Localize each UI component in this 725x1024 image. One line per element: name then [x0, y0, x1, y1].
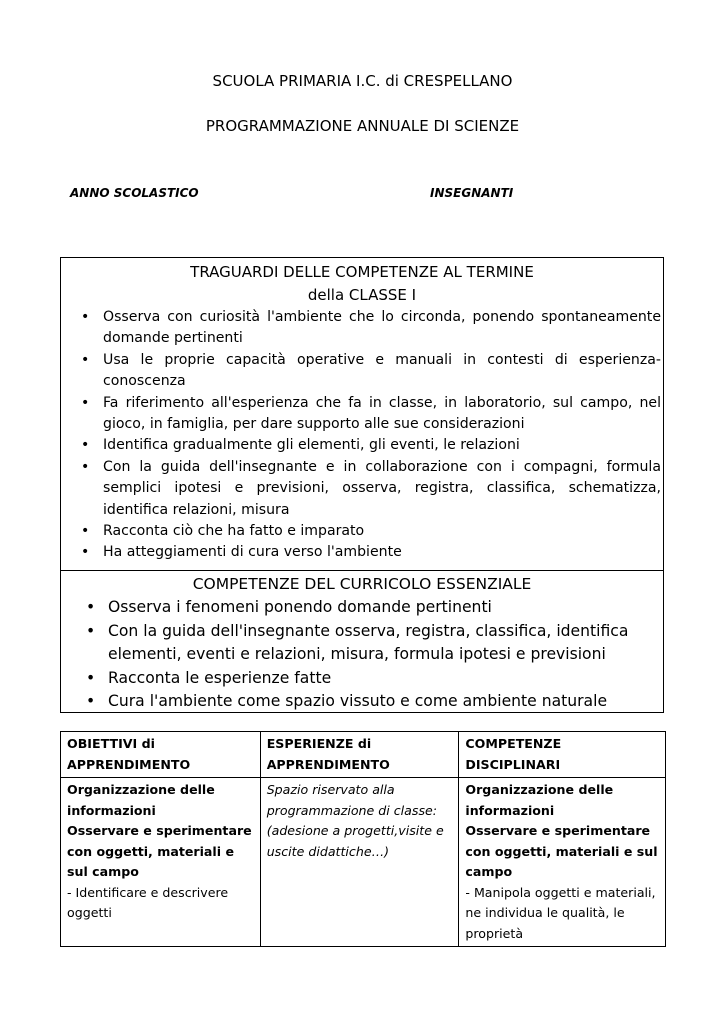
table-row — [61, 778, 666, 947]
school-year-label: ANNO SCOLASTICO — [70, 186, 199, 200]
cell-subheading: Osservare e sperimentare con oggetti, materiali e sul campo — [465, 823, 658, 879]
list-item: • Ha atteggiamenti di cura verso l'ambiente — [103, 542, 661, 563]
traguardi-box — [60, 257, 664, 571]
list-item: • Usa le proprie capacità operative e manuali in contesti di esperienza-conoscenza — [103, 350, 661, 393]
programming-table — [60, 731, 666, 947]
list-item: • Con la guida dell'insegnante e in collaborazione con i compagni, formula semplici ipotesi e previsioni, osserva, registra, classifica, schematizza, identifica relazioni, misura — [103, 457, 661, 521]
list-item: • Racconta le esperienze fatte — [108, 667, 657, 691]
traguardi-list — [61, 307, 663, 564]
cell-heading: Organizzazione delle informazioni — [67, 782, 215, 818]
traguardi-title-line1: TRAGUARDI DELLE COMPETENZE AL TERMINE — [190, 263, 534, 281]
school-title: SCUOLA PRIMARIA I.C. di CRESPELLANO — [212, 72, 513, 90]
cell-esperienze — [260, 778, 459, 947]
header-esperienze: ESPERIENZE di APPRENDIMENTO — [260, 732, 459, 778]
document-title: PROGRAMMAZIONE ANNUALE DI SCIENZE — [205, 117, 520, 135]
cell-subheading: Osservare e sperimentare con oggetti, materiali e sul campo — [67, 823, 252, 879]
list-item: • Osserva i fenomeni ponendo domande pertinenti — [108, 596, 657, 620]
list-item: • Con la guida dell'insegnante osserva, registra, classifica, identifica elementi, eventi e relazioni, misura, formula ipotesi e previsioni — [108, 620, 657, 667]
curricolo-box — [60, 570, 664, 713]
list-item: • Cura l'ambiente come spazio vissuto e come ambiente naturale — [108, 690, 657, 714]
cell-obiettivi — [61, 778, 261, 947]
curricolo-list — [61, 596, 663, 714]
curricolo-title: COMPETENZE DEL CURRICOLO ESSENZIALE — [192, 575, 532, 593]
cell-text: - Identificare e descrivere oggetti — [67, 884, 229, 920]
list-item: • Identifica gradualmente gli elementi, gli eventi, le relazioni — [103, 435, 661, 456]
list-item: • Fa riferimento all'esperienza che fa in classe, in laboratorio, sul campo, nel gioco, in famiglia, per dare supporto alle sue considerazioni — [103, 393, 661, 436]
cell-note: Spazio riservato alla programmazione di classe: (adesione a progetti,visite e uscite didattiche…) — [266, 782, 444, 859]
cell-text: - Manipola oggetti e materiali, ne individua le qualità, le proprietà — [465, 884, 656, 941]
table-header-row — [61, 732, 666, 778]
header-competenze: COMPETENZE DISCIPLINARI — [459, 732, 666, 778]
list-item: • Racconta ciò che ha fatto e imparato — [103, 521, 661, 542]
traguardi-title — [61, 258, 663, 307]
cell-heading: Organizzazione delle informazioni — [465, 782, 614, 818]
cell-competenze — [459, 778, 666, 947]
teachers-label: INSEGNANTI — [430, 186, 514, 200]
traguardi-title-line2: della CLASSE I — [307, 286, 417, 304]
header-obiettivi: OBIETTIVI di APPRENDIMENTO — [61, 732, 261, 778]
list-item: • Osserva con curiosità l'ambiente che lo circonda, ponendo spontaneamente domande pertinenti — [103, 307, 661, 350]
